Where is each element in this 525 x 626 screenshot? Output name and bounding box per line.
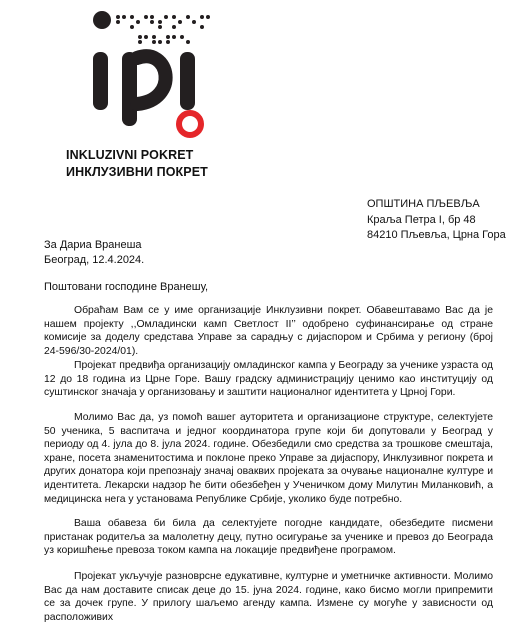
body-paragraph: Пројекат укључује разноврсне едукативне, културне и уметничке активности. Молимо Вас да нам доставите списак деце до 15. јуна 2024. године, како бисмо могли припремити се за дочек групе. У прилогу шаљемо агенду кампа. Измене су могуће у зависности од расположивих — [44, 571, 493, 623]
braille-dots-icon — [116, 15, 210, 44]
org-name-latin: INKLUZIVNI POKRET — [66, 148, 194, 162]
body-paragraph: Обраћам Вам се у име организације Инклузивни покрет. Обавештавамо Вас да је нашем пројекту ,,Омладински камп Светлост II’’ одобрено суфинансирање од стране комисије за доделу средстава Управе за сарадњу с дијаспором и Србима у региону (број 24-596/30-2024/01). — [44, 305, 493, 357]
body-paragraph: Ваша обавеза би била да селектујете погодне кандидате, обезбедите писмени пристанак родитеља за малолетну децу, путно осигурање за ученике и превоз до Београда уз коришћење превоза током кампа на локације предвиђене програмом. — [44, 518, 493, 557]
address-line: Краља Петра I, бр 48 — [367, 213, 476, 226]
address-line: ОПШТИНА ПЉЕВЉА — [367, 198, 480, 210]
ipi-logo-icon — [80, 8, 280, 140]
place-date: Београд, 12.4.2024. — [44, 254, 145, 266]
recipient-address — [367, 197, 506, 244]
org-name-cyrillic: ИНКЛУЗИВНИ ПОКРЕТ — [66, 165, 208, 179]
body-paragraph: Пројекат предвиђа организацију омладинског кампа у Београду за ученике узраста од 12 до 18 година из Црне Горе. Вашу градску администрацију ценимо као институцију од суштинског значаја у организовању и заштити националног идентитета у Црној Гори. — [44, 360, 493, 399]
greeting: Поштовани господине Вранешу, — [44, 281, 209, 293]
recipient-name: За Дариа Вранеша — [44, 239, 142, 251]
address-line: 84210 Пљевља, Црна Гора — [367, 229, 506, 241]
body-paragraph: Молимо Вас да, уз помоћ вашег ауторитета и организационе структуре, селектујете 50 ученика, 5 васпитача и једног координатора групе који би допутовали у Београд у периоду од 4. јула до 8. јула 2024. године. Обезбедили смо средства за трошкове смештаја, хране, посета знаменитостима и поклоне преко Управе за дијаспору, Инклузивног покрета и других донатора који препознају значај оваквих пројеката за очување националне културе и идентитета. Лекарски надзор ће бити обезбеђен у Ученичком дому Милутин Миланковић, а медицинска нега у установама Републике Србије, уколико буде потребно. — [44, 412, 493, 505]
